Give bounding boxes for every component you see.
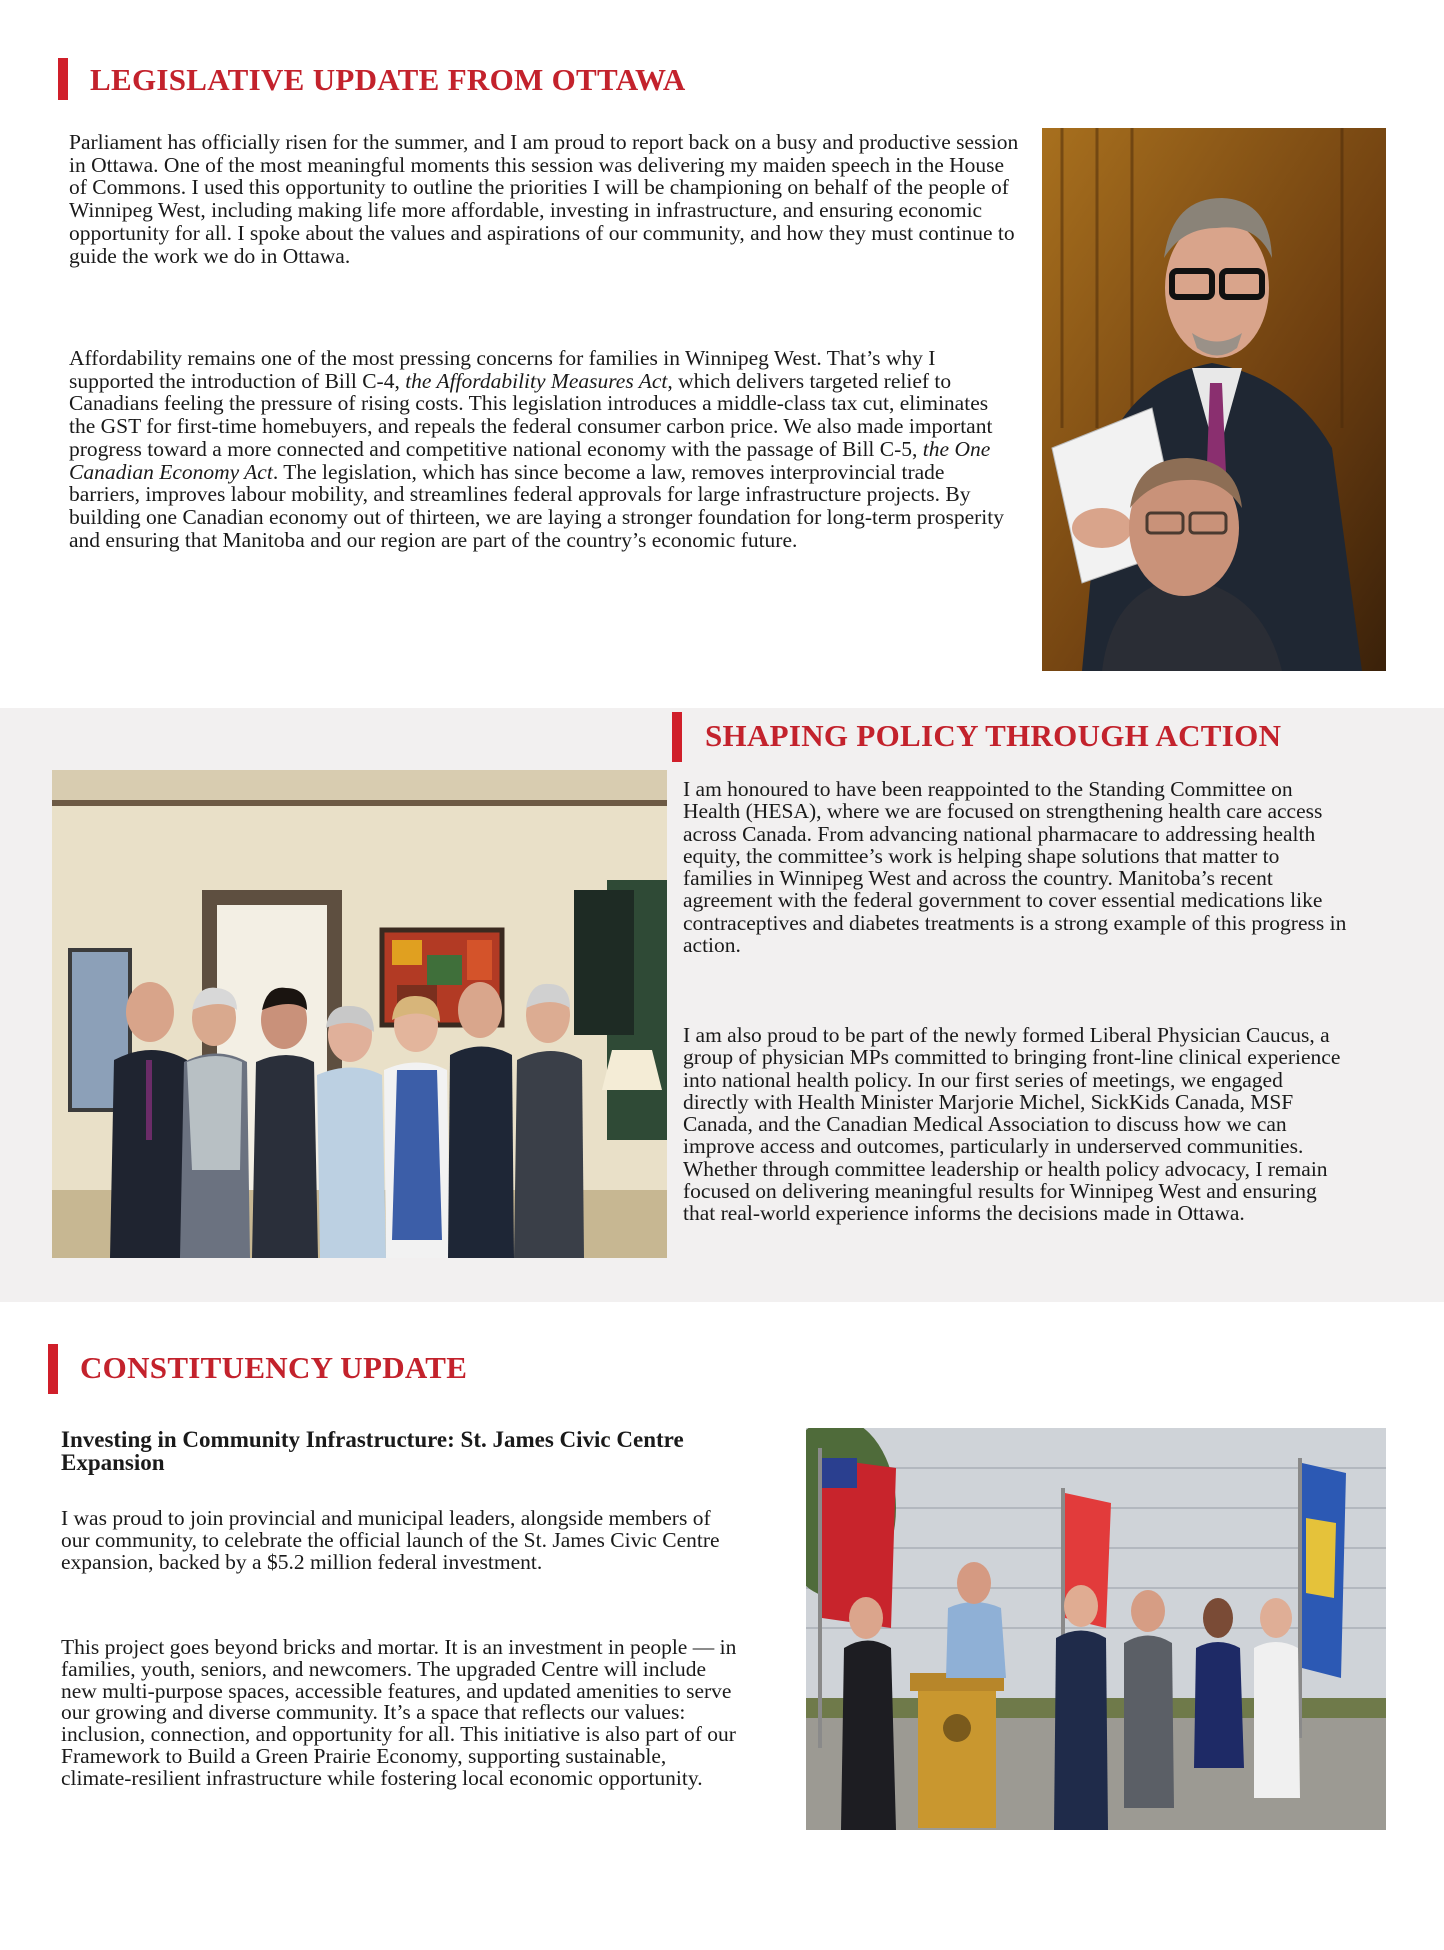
- heading-accent-bar: [672, 712, 682, 762]
- policy-paragraph-1: I am honoured to have been reappointed to the Standing Committee on Health (HESA), where we are focused on strengthening health care access across Canada. From advancing national pharmacare to addressing health equity, the committee’s work is helping shape solutions that matter to families in Winnipeg West and across the country. Manitoba’s recent agreement with the federal government to cover essential medications like contraceptives and diabetes treatments is a strong example of this progress in action.: [683, 777, 1347, 958]
- legislative-paragraph-2: Affordability remains one of the most pressing concerns for families in Winnipeg West. That’s why I supported the introduction of Bill C-4, the Affordability Measures Act, which delivers targeted relief to Canadians feeling the pressure of rising costs. This legislation introduces a middle-class tax cut, eliminates the GST for first-time homebuyers, and repeals the federal consumer carbon price. We also made important progress toward a more connected and competitive national economy with the passage of Bill C-5, the One Canadian Economy Act. The legislation, which has since become a law, removes interprovincial trade barriers, improves labour mobility, and streamlines federal approvals for large infrastructure projects. By building one Canadian economy out of thirteen, we are laying a stronger foundation for long-term prosperity and ensuring that Manitoba and our region are part of the country’s economic future.: [69, 346, 1004, 552]
- civic-centre-announcement-photo: [806, 1428, 1386, 1830]
- heading-accent-bar: [48, 1344, 58, 1394]
- constituency-heading: CONSTITUENCY UPDATE: [80, 1350, 468, 1385]
- group-meeting-photo: [52, 770, 667, 1258]
- policy-paragraph-2: I am also proud to be part of the newly formed Liberal Physician Caucus, a group of physician MPs committed to bringing front-line clinical experience into national health policy. In our first series of meetings, we engaged directly with Health Minister Marjorie Michel, SickKids Canada, MSF Canada, and the Canadian Medical Association to discuss how we can improve access and outcomes, particularly in underserved communities. Whether through committee leadership or health policy advocacy, I remain focused on delivering meaningful results for Winnipeg West and ensuring that real-world experience informs the decisions made in Ottawa.: [683, 1023, 1341, 1226]
- legislative-paragraph-1: Parliament has officially risen for the summer, and I am proud to report back on a busy and productive session in Ottawa. One of the most meaningful moments this session was delivering my maiden speech in the House of Commons. I used this opportunity to outline the priorities I will be championing on behalf of the people of Winnipeg West, including making life more affordable, investing in infrastructure, and ensuring economic opportunity for all. I spoke about the values and aspirations of our community, and how they must continue to guide the work we do in Ottawa.: [69, 130, 1019, 268]
- constituency-paragraph-1: I was proud to join provincial and municipal leaders, alongside members of our community, to celebrate the official launch of the St. James Civic Centre expansion, backed by a $5.2 million federal investment.: [61, 1506, 720, 1574]
- legislative-heading: LEGISLATIVE UPDATE FROM OTTAWA: [90, 62, 686, 97]
- bill-c4-title: the Affordability Measures Act: [405, 368, 668, 393]
- constituency-subheading: Investing in Community Infrastructure: St. James Civic Centre Expansion: [61, 1427, 684, 1475]
- house-of-commons-speech-photo: [1042, 128, 1386, 671]
- bill-c5-title: the One Canadian Economy Act: [69, 436, 991, 484]
- heading-accent-bar: [58, 58, 68, 100]
- constituency-paragraph-2: This project goes beyond bricks and mortar. It is an investment in people — in families, youth, seniors, and newcomers. The upgraded Centre will include new multi-purpose spaces, accessible features, and updated amenities to serve our growing and diverse community. It’s a space that reflects our values: inclusion, connection, and opportunity for all. This initiative is also part of our Framework to Build a Green Prairie Economy, supporting sustainable, climate-resilient infrastructure while fostering local economic opportunity.: [61, 1635, 737, 1790]
- policy-heading: SHAPING POLICY THROUGH ACTION: [705, 718, 1282, 753]
